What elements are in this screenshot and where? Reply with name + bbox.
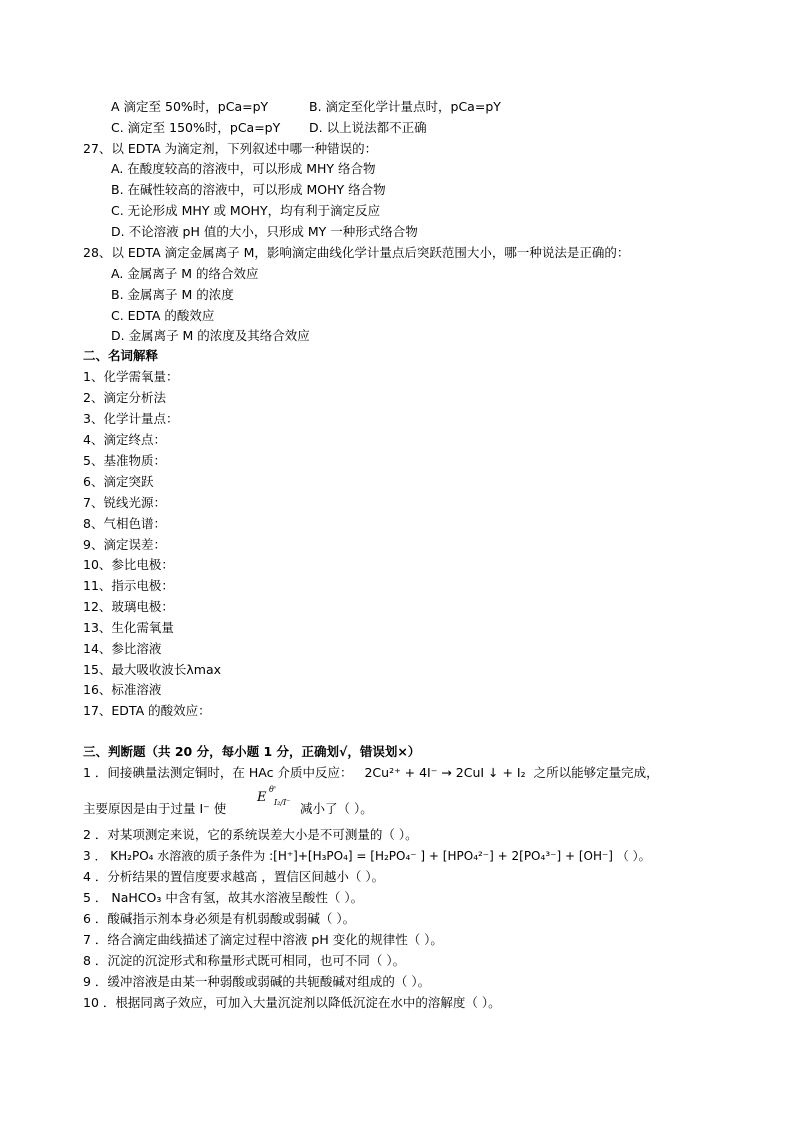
- term-item: 12、玻璃电极：: [83, 599, 174, 614]
- tf-item-1-line1: [83, 765, 659, 781]
- question-27-stem: 27、以 EDTA 为滴定剂，下列叙述中哪一种错误的：: [83, 141, 378, 156]
- term-item: 17、EDTA 的酸效应：: [83, 703, 211, 718]
- term-item: 10、参比电极：: [83, 557, 174, 572]
- term-item: 9、滴定误差：: [83, 537, 166, 552]
- tf-item-1-pre: 1 ．间接碘量法测定铜时，在 HAc 介质中反应：: [83, 765, 353, 780]
- q27-option: A. 在酸度较高的溶液中，可以形成 MHY 络合物: [111, 161, 376, 176]
- term-item: 7、锐线光源：: [83, 495, 166, 510]
- tf-item: 4 ．分析结果的置信度要求越高 ，置信区间越小（ ）。: [83, 869, 385, 884]
- formula-e: E: [257, 790, 267, 805]
- term-item: 14、参比溶液: [83, 641, 162, 656]
- tf-item: 3 ． KH₂PO₄ 水溶液的质子条件为 :[H⁺]+[H₃PO₄] = [H₂PO₄⁻ ] + [HPO₄²⁻] + 2[PO₄³⁻] + [OH⁻] （ ）。: [83, 849, 651, 863]
- term-item: 1、化学需氧量：: [83, 369, 179, 384]
- term-item: 8、气相色谱：: [83, 516, 166, 531]
- tf-item: 10 ．根据同离子效应，可加入大量沉淀剂以降低沉淀在水中的溶解度（ ）。: [83, 995, 501, 1010]
- q28-option: D. 金属离子 M 的浓度及其络合效应: [111, 328, 310, 343]
- tf-item: 7 ．络合滴定曲线描述了滴定过程中溶液 pH 变化的规律性（ ）。: [83, 932, 443, 947]
- term-item: 5、基准物质：: [83, 453, 166, 468]
- tf-item-1-line2-pre: 主要原因是由于过量 I⁻ 使: [83, 801, 227, 816]
- term-item: 11、指示电极：: [83, 578, 174, 593]
- q28-option: B. 金属离子 M 的浓度: [111, 287, 234, 302]
- tf-item: 8 ．沉淀的沉淀形式和称量形式既可相同，也可不同（ ）。: [83, 953, 406, 968]
- term-item: 15、最大吸收波长λmax: [83, 662, 222, 677]
- term-item: 16、标准溶液: [83, 682, 162, 697]
- option-b: B. 滴定至化学计量点时，pCa=pY: [309, 99, 501, 114]
- tf-item: 2 ．对某项测定来说，它的系统误差大小是不可测量的（ ）。: [83, 827, 418, 842]
- option-a: A 滴定至 50%时，pCa=pY: [111, 99, 269, 114]
- term-item: 6、滴定突跃: [83, 474, 154, 489]
- formula-superscript: θ': [269, 785, 277, 794]
- tf-item-1-post: 之所以能够定量完成，: [533, 765, 659, 780]
- q27-option: D. 不论溶液 pH 值的大小，只形成 MY 一种形式络合物: [111, 224, 418, 239]
- question-28-stem: 28、以 EDTA 滴定金属离子 M，影响滴定曲线化学计量点后突跃范围大小，哪一种说法是正确的：: [83, 245, 630, 260]
- term-item: 3、化学计量点：: [83, 411, 179, 426]
- term-item: 4、滴定终点：: [83, 432, 166, 447]
- q28-option: C. EDTA 的酸效应: [111, 308, 215, 323]
- tf-item: 6 ．酸碱指示剂本身必须是有机弱酸或弱碱（ ）。: [83, 911, 356, 926]
- q27-option: B. 在碱性较高的溶液中，可以形成 MOHY 络合物: [111, 182, 386, 197]
- section-3-heading: 三、判断题（共 20 分，每小题 1 分，正确划√，错误划×）: [83, 744, 421, 759]
- q28-option: A. 金属离子 M 的络合效应: [111, 266, 259, 281]
- tf-item-1-reaction: 2Cu²⁺ + 4I⁻ → 2CuI ↓ + I₂: [364, 765, 526, 780]
- tf-item-1-line2-post: 减小了（ ）。: [300, 801, 373, 816]
- potential-formula: [257, 785, 291, 807]
- term-item: 2、滴定分析法: [83, 390, 166, 405]
- option-d: D. 以上说法都不正确: [309, 120, 427, 135]
- tf-item: 9 ．缓冲溶液是由某一种弱酸或弱碱的共轭酸碱对组成的（ ）。: [83, 974, 431, 989]
- term-item: 13、生化需氧量: [83, 620, 174, 635]
- section-2-heading: 二、名词解释: [83, 348, 159, 363]
- tf-item: 5 ． NaHCO₃ 中含有氢，故其水溶液呈酸性（ ）。: [83, 890, 364, 905]
- formula-subscript: I₂/I⁻: [274, 798, 291, 807]
- option-c: C. 滴定至 150%时，pCa=pY: [111, 120, 281, 135]
- q27-option: C. 无论形成 MHY 或 MOHY，均有利于滴定反应: [111, 203, 381, 218]
